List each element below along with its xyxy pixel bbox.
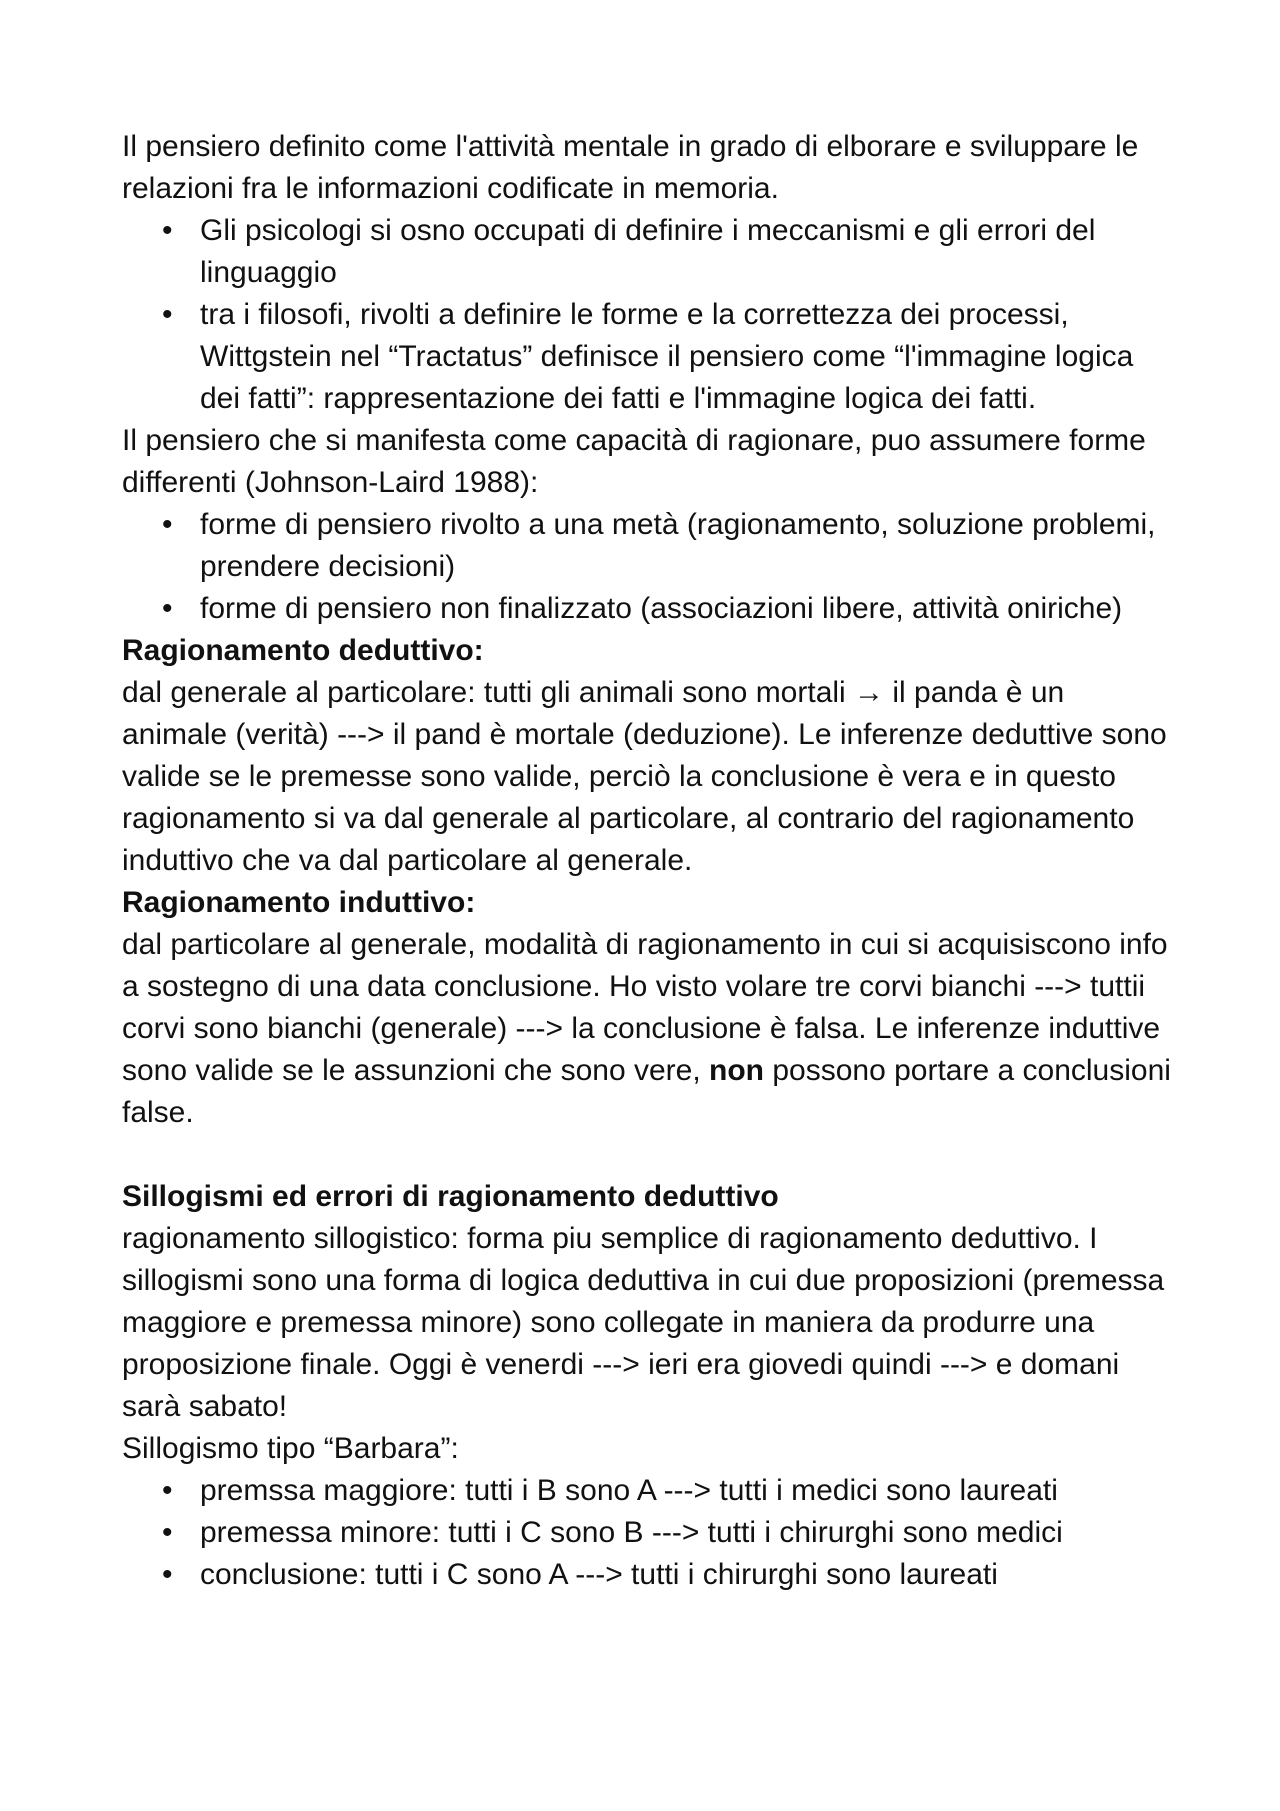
list-item: • premssa maggiore: tutti i B sono A ---> tutti i medici sono laureati <box>122 1470 1172 1512</box>
forms-paragraph: Il pensiero che si manifesta come capacità di ragionare, puo assumere forme differenti (Johnson-Laird 1988): <box>122 424 1146 499</box>
intro-paragraph: Il pensiero definito come l'attività mentale in grado di elborare e sviluppare le relazioni fra le informazioni codificate in memoria. <box>122 130 1139 205</box>
inductive-body-emphasis: non <box>709 1054 765 1087</box>
barbara-label: Sillogismo tipo “Barbara”: <box>122 1432 459 1465</box>
document-page <box>122 126 1172 1596</box>
inductive-heading: Ragionamento induttivo: <box>122 886 476 919</box>
deductive-body: dal generale al particolare: tutti gli animali sono mortali → il panda è un animale (verità) ---> il pand è mortale (deduzione). Le inferenze deduttive sono valide se le premesse sono valide, perciò la conclusione è vera e in questo ragionamento si va dal generale al particolare, al contrario del ragionamento induttivo che va dal particolare al generale. <box>122 676 1167 877</box>
list-item: • tra i filosofi, rivolti a definire le forme e la correttezza dei processi, Wittgstein nel “Tractatus” definisce il pensiero come “l'immagine logica dei fatti”: rappresentazione dei fatti e l'immagine logica dei fatti. <box>122 294 1172 420</box>
list-item: • forme di pensiero rivolto a una metà (ragionamento, soluzione problemi, prendere decisioni) <box>122 504 1172 588</box>
intro-list <box>122 210 1172 420</box>
inductive-body <box>122 924 1172 1134</box>
section-spacer <box>122 1134 1172 1176</box>
syllogisms-body: ragionamento sillogistico: forma piu semplice di ragionamento deduttivo. I sillogismi sono una forma di logica deduttiva in cui due proposizioni (premessa maggiore e premessa minore) sono collegate in maniera da produrre una proposizione finale. Oggi è venerdi ---> ieri era giovedi quindi ---> e domani sarà sabato! <box>122 1222 1165 1423</box>
barbara-list <box>122 1470 1172 1596</box>
list-item: • forme di pensiero non finalizzato (associazioni libere, attività oniriche) <box>122 588 1172 630</box>
forms-list <box>122 504 1172 630</box>
list-item: • conclusione: tutti i C sono A ---> tutti i chirurghi sono laureati <box>122 1554 1172 1596</box>
syllogisms-heading: Sillogismi ed errori di ragionamento deduttivo <box>122 1180 779 1213</box>
inductive-body-end: possono portare a conclusioni false. <box>122 1054 1171 1129</box>
deductive-heading: Ragionamento deduttivo: <box>122 634 484 667</box>
list-item: • Gli psicologi si osno occupati di definire i meccanismi e gli errori del linguaggio <box>122 210 1172 294</box>
inductive-body-text: dal particolare al generale, modalità di ragionamento in cui si acquisiscono info a sostegno di una data conclusione. Ho visto volare tre corvi bianchi ---> tuttii corvi sono bianchi (generale) ---> la conclusione è falsa. Le inferenze induttive sono valide se le assunzioni che sono vere, <box>122 928 1168 1087</box>
list-item: • premessa minore: tutti i C sono B ---> tutti i chirurghi sono medici <box>122 1512 1172 1554</box>
